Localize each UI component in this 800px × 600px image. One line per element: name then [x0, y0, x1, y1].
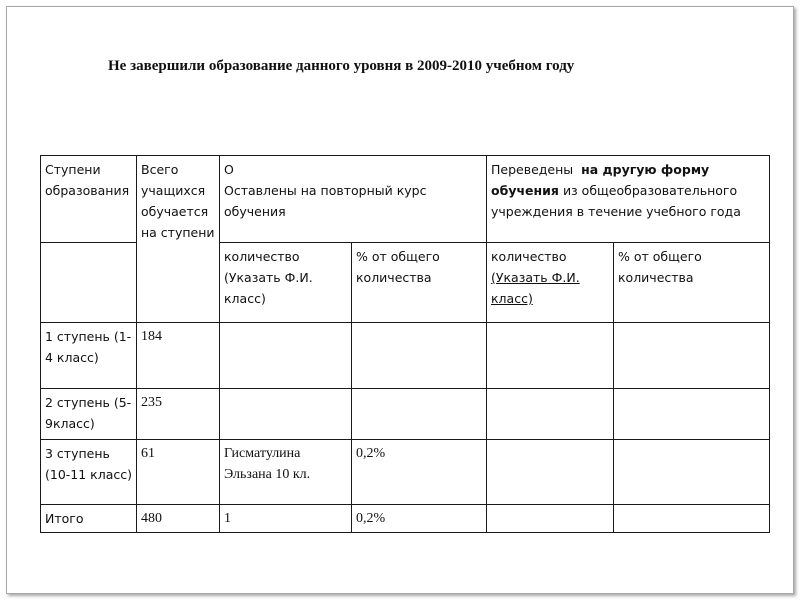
row-count-2 — [487, 389, 614, 440]
row-pct: 0,2% — [352, 505, 487, 533]
education-table — [40, 155, 770, 533]
row-total: 235 — [137, 389, 220, 440]
row-pct: 0,2% — [352, 440, 487, 505]
row-count — [220, 323, 352, 389]
row-total: 184 — [137, 323, 220, 389]
row-level: 1 ступень (1-4 класс) — [41, 323, 137, 389]
row-count-2 — [487, 323, 614, 389]
row-level: 3 ступень (10-11 класс) — [41, 440, 137, 505]
row-level: Итого — [41, 505, 137, 533]
header-left-o: О — [224, 162, 234, 177]
row-pct — [352, 389, 487, 440]
header-pct-2: % от общего количества — [614, 243, 770, 323]
table-row — [41, 389, 770, 440]
row-count: Гисматулина Эльзана 10 кл. — [220, 440, 352, 505]
header-total: Всего учащихся обучается на ступени — [137, 156, 220, 323]
header-count-2-b: (Указать Ф.И. класс) — [491, 270, 580, 306]
row-level: 2 ступень (5-9класс) — [41, 389, 137, 440]
header-count: количество (Указать Ф.И. класс) — [220, 243, 352, 323]
row-total: 480 — [137, 505, 220, 533]
row-pct-2 — [614, 505, 770, 533]
header-count-2-a: количество — [491, 249, 567, 264]
row-count — [220, 389, 352, 440]
row-pct-2 — [614, 440, 770, 505]
header-count-2 — [487, 243, 614, 323]
row-count-2 — [487, 440, 614, 505]
header-left-label: Оставлены на повторный курс обучения — [224, 183, 427, 219]
header-row-1 — [41, 156, 770, 243]
row-pct-2 — [614, 323, 770, 389]
page-title: Не завершили образование данного уровня в 2009-2010 учебном году — [108, 58, 575, 74]
header-left-on-repeat — [220, 156, 487, 243]
header-moved-prefix: Переведены — [491, 162, 574, 177]
header-level-empty — [41, 243, 137, 323]
header-pct: % от общего количества — [352, 243, 487, 323]
row-pct — [352, 323, 487, 389]
row-pct-2 — [614, 389, 770, 440]
header-moved-bold: на другую форму обучения — [491, 162, 710, 198]
header-level: Ступени образования — [41, 156, 137, 243]
header-moved — [487, 156, 770, 243]
table-row — [41, 505, 770, 533]
header-moved-suffix: из общеобразовательного учреждения в течение учебного года — [491, 183, 741, 219]
table-row — [41, 323, 770, 389]
row-total: 61 — [137, 440, 220, 505]
table-row — [41, 440, 770, 505]
row-count-2 — [487, 505, 614, 533]
row-count: 1 — [220, 505, 352, 533]
